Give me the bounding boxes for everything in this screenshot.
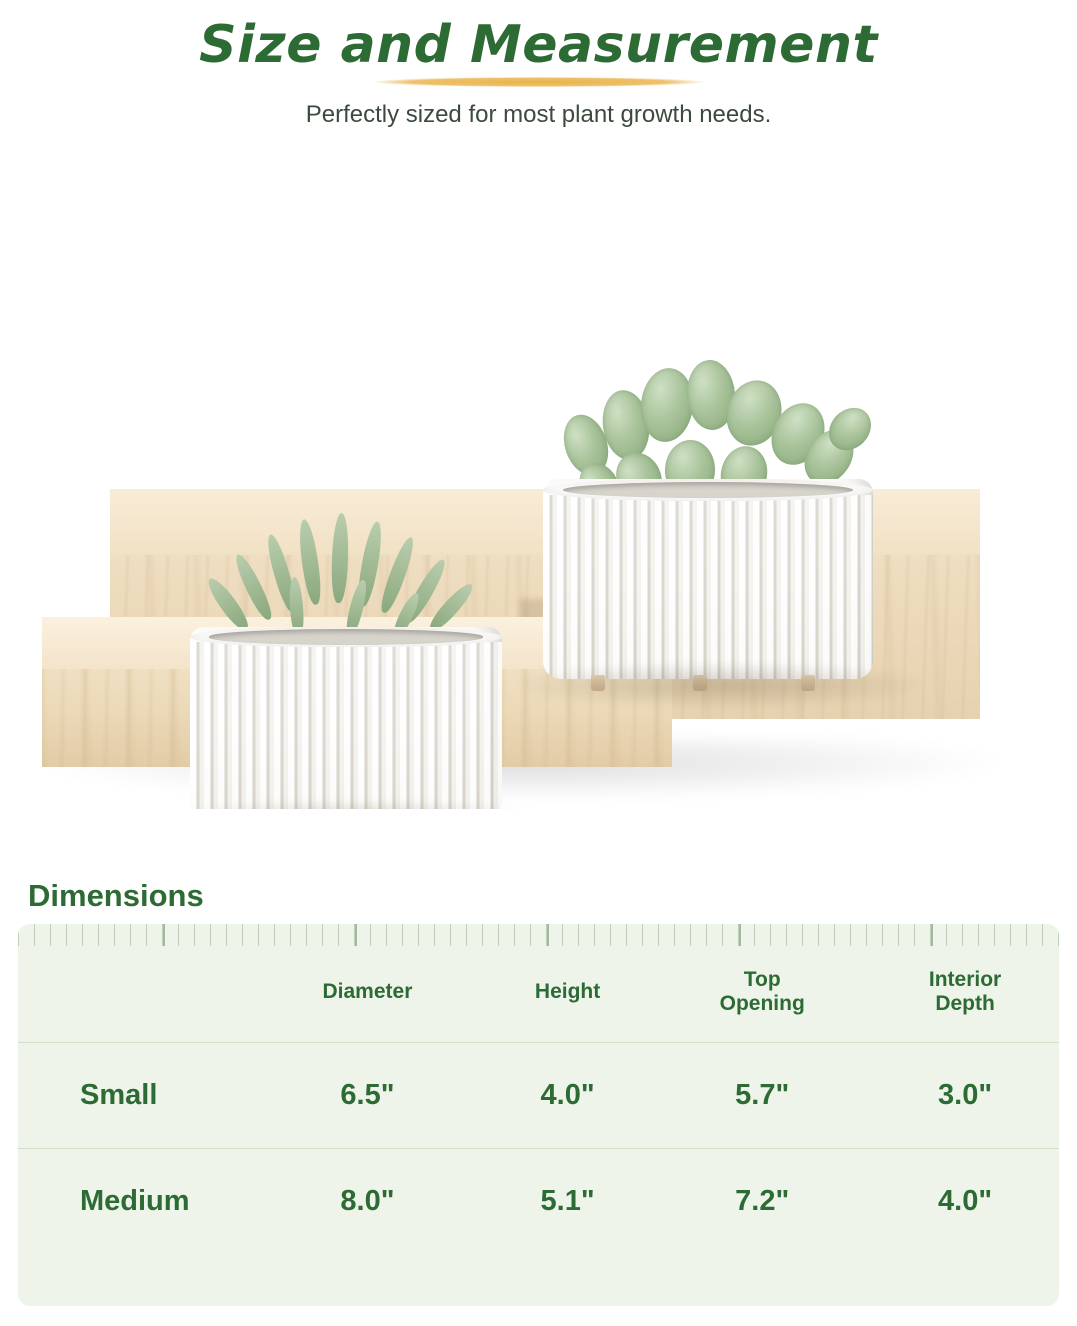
cell-small-interior-depth: 3.0" bbox=[938, 1079, 993, 1112]
column-header-line1: Interior bbox=[928, 968, 1002, 991]
column-header-line2: Opening bbox=[719, 992, 805, 1016]
cell-medium-interior-depth: 4.0" bbox=[938, 1185, 993, 1218]
page-title: Size and Measurement bbox=[199, 15, 878, 75]
column-header-line2: Depth bbox=[935, 992, 995, 1016]
column-header-line1: Top bbox=[743, 968, 781, 991]
header bbox=[0, 0, 1077, 129]
small-planter-shadow bbox=[165, 801, 545, 809]
table-row bbox=[18, 1043, 1059, 1149]
medium-planter bbox=[543, 479, 873, 679]
fluted-texture bbox=[543, 495, 873, 679]
column-header-line1: Diameter bbox=[322, 980, 413, 1004]
dimensions-table bbox=[18, 952, 1059, 1254]
table-row bbox=[18, 1149, 1059, 1255]
small-planter bbox=[190, 627, 502, 809]
row-label-small: Small bbox=[80, 1079, 158, 1112]
product-photo bbox=[0, 139, 1077, 809]
page-subtitle: Perfectly sized for most plant growth needs. bbox=[305, 100, 772, 128]
cell-medium-height: 5.1" bbox=[540, 1185, 595, 1218]
row-label-medium: Medium bbox=[80, 1185, 190, 1218]
table-header-row bbox=[18, 952, 1059, 1043]
fluted-texture bbox=[190, 642, 502, 809]
planter-opening bbox=[563, 482, 853, 498]
title-underline-brush bbox=[374, 77, 704, 87]
column-header-size bbox=[18, 952, 253, 1043]
planter-body bbox=[190, 627, 502, 809]
dimensions-table-card bbox=[18, 924, 1059, 1306]
column-header-top-opening bbox=[653, 952, 871, 1043]
cell-small-diameter: 6.5" bbox=[340, 1079, 395, 1112]
cell-medium-diameter: 8.0" bbox=[340, 1185, 395, 1218]
dimensions-heading: Dimensions bbox=[28, 878, 204, 913]
column-header-diameter bbox=[253, 952, 482, 1043]
planter-body bbox=[543, 479, 873, 679]
cell-small-height: 4.0" bbox=[540, 1079, 595, 1112]
cell-small-top-opening: 5.7" bbox=[735, 1079, 790, 1112]
column-header-interior-depth bbox=[871, 952, 1059, 1043]
ruler-decoration bbox=[18, 924, 1059, 946]
column-header-line1: Height bbox=[534, 980, 601, 1004]
column-header-height bbox=[482, 952, 653, 1043]
medium-planter-shadow bbox=[520, 663, 920, 707]
planter-opening bbox=[209, 629, 484, 644]
succulent-leaf bbox=[330, 512, 349, 603]
cell-medium-top-opening: 7.2" bbox=[735, 1185, 790, 1218]
